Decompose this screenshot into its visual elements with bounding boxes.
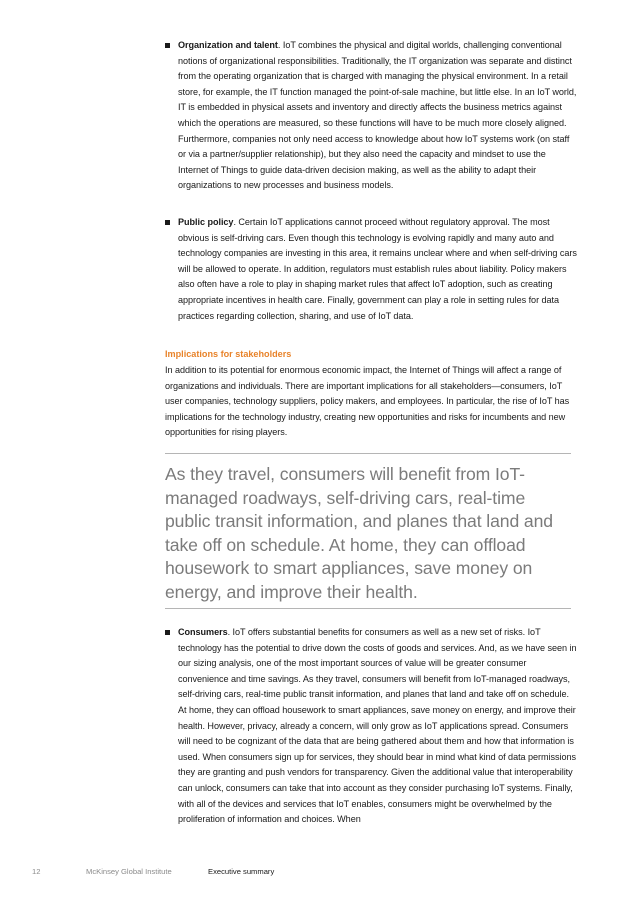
bullet-organization-and-talent (178, 38, 578, 194)
bullet-text: . IoT offers substantial benefits for consumers as well as a new set of risks. IoT technology has the potential to drive down the costs of goods and services. And, as we have seen in our sizing analysis, one of the most important sources of value will be greater consumer convenience and time savings. As they travel, consumers will benefit from IoT-managed roadways, self-driving cars, real-time public transit information, and planes that land and take off on schedule. At home, they can offload housework to smart appliances, save money on energy, and improve their health. However, privacy, already a concern, will only grow as IoT applications spread. Consumers will need to be cognizant of the data that are being gathered about them and how that information is used. When consumers sign up for services, they should bear in mind what kind of data permissions they are granting and push vendors for transparency. Given the additional value that interoperability can unlock, consumers can take that into account as they consider purchasing IoT systems. Finally, with all of the devices and services that IoT enables, consumers might be overwhelmed by the proliferation of information and choices. When (178, 627, 577, 825)
bullet-consumers (178, 625, 578, 828)
bullet-square-icon (165, 630, 170, 635)
bullet-square-icon (165, 220, 170, 225)
divider-bottom (165, 608, 571, 609)
footer-organization: McKinsey Global Institute (86, 867, 172, 876)
bullet-term: Consumers (178, 627, 228, 637)
page-number: 12 (32, 867, 41, 876)
bullet-text: . Certain IoT applications cannot proceed without regulatory approval. The most obvious is self-driving cars. Even though this technology is evolving rapidly and many auto and technology companies are investing in this area, it remains unclear where and when self-driving cars will be allowed to operate. In addition, regulators must establish rules about liability. Policy makers also often have a role to play in shaping market rules that affect IoT adoption, such as creating appropriate incentives in health care. Finally, government can play a role in setting rules for data practices regarding collection, sharing, and use of IoT data. (178, 217, 577, 321)
section-heading: Implications for stakeholders (165, 349, 292, 359)
bullet-public-policy (178, 215, 578, 324)
bullet-term: Public policy (178, 217, 234, 227)
pull-quote: As they travel, consumers will benefit from IoT-managed roadways, self-driving cars, real-time public transit information, and planes that land and take off on schedule. At home, they can offload housework to smart appliances, save money on energy, and improve their health. (165, 464, 553, 602)
divider-top (165, 453, 571, 454)
bullet-term: Organization and talent (178, 40, 278, 50)
footer-section-title: Executive summary (208, 867, 275, 876)
bullet-square-icon (165, 43, 170, 48)
bullet-text: . IoT combines the physical and digital worlds, challenging conventional notions of organizational responsibilities. Traditionally, the IT organization was separate and distinct from the operating organization that is charged with managing the physical environment. In a retail store, for example, the IT function managed the point-of-sale machine, but little else. In an IoT world, IT is embedded in physical assets and inventory and directly affects the business metrics against which the operations are measured, so these functions will have to be much more closely aligned. Furthermore, companies not only need access to knowledge about how IoT systems work (on staff or via a partner/supplier relationship), but they also need the capacity and mindset to use the Internet of Things to guide data-driven decision making, as well as the ability to adapt their organizations to new processes and business models. (178, 40, 577, 191)
section-body: In addition to its potential for enormous economic impact, the Internet of Things will affect a range of organizations and individuals. There are important implications for all stakeholders—consumers, IoT user companies, technology suppliers, policy makers, and employees. In particular, the rise of IoT has implications for the technology industry, creating new opportunities and risks for incumbents and new opportunities for rising players. (165, 365, 570, 438)
